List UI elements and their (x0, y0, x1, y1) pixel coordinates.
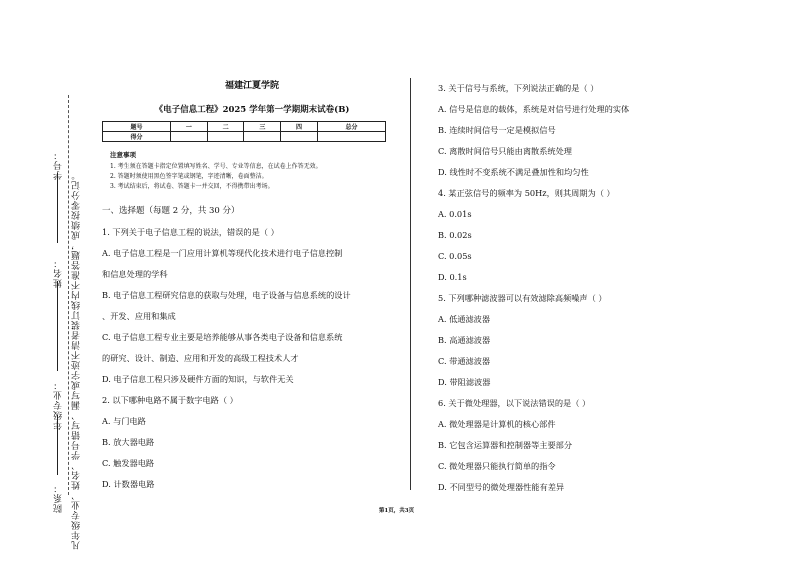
name-blank (57, 281, 58, 371)
option-line: D. 带阻滤波器 (438, 377, 491, 387)
option-line: B. 电子信息工程研究信息的获取与处理，电子设备与信息系统的设计 (102, 290, 351, 300)
question-line: 6. 关于微处理器，以下说法错误的是（ ） (438, 398, 591, 408)
option-line: B. 高通滤波器 (438, 335, 491, 345)
question-line: 2. 以下哪种电路不属于数字电路（ ） (102, 395, 238, 405)
page-footer: 第1页，共3页 (378, 508, 415, 514)
option-line: D. 0.1s (438, 272, 467, 282)
notice-box (110, 150, 402, 192)
option-line: A. 信号是信息的载体，系统是对信号进行处理的实体 (438, 104, 630, 114)
binding-dotted-line (68, 95, 69, 495)
score-cell (244, 132, 281, 142)
option-line: 的研究、设计、制造、应用和开发的高级工程技术人才 (102, 353, 299, 363)
score-cell: 题号 (103, 122, 171, 132)
school-name: 福建江夏学院 (224, 81, 279, 91)
option-line: B. 0.02s (438, 230, 472, 240)
option-line: B. 连续时间信号一定是模拟信号 (438, 125, 556, 135)
score-cell: 四 (281, 122, 318, 132)
question-line: 1. 下列关于电子信息工程的说法，错误的是（ ） (102, 227, 279, 237)
option-line: D. 计数器电路 (102, 479, 155, 489)
question-line: 4. 某正弦信号的频率为 50Hz，则其周期为（ ） (438, 188, 615, 198)
option-line: C. 微处理器只能执行简单的指令 (438, 461, 556, 471)
column-divider (410, 78, 411, 490)
option-line: C. 触发器电路 (102, 458, 155, 468)
binding-warning-1: 装订线内不准答题，成绩按零分记。 (72, 170, 82, 330)
name-label: 姓名： (54, 258, 64, 288)
score-cell: 得分 (103, 132, 171, 142)
class-label: 年级专业： (54, 380, 64, 430)
option-line: C. 0.05s (438, 251, 472, 261)
student-id-blank (57, 173, 58, 243)
option-line: A. 低通滤波器 (438, 314, 491, 324)
option-line: A. 0.01s (438, 209, 472, 219)
left-column (102, 78, 402, 495)
score-cell (171, 132, 208, 142)
student-id-label: 学号： (54, 150, 64, 180)
option-line: C. 带通滤波器 (438, 356, 491, 366)
section-heading: 一、选择题（每题 2 分，共 30 分） (102, 206, 240, 216)
score-cell: 一 (171, 122, 208, 132)
college-label: 院系： (54, 483, 64, 513)
score-cell: 二 (207, 122, 244, 132)
score-cell (281, 132, 318, 142)
option-line: C. 电子信息工程专业主要是培养能够从事各类电子设备和信息系统 (102, 332, 343, 342)
notice-item: 2. 答题时须使用黑色签字笔或钢笔，字迹清晰，卷面整洁。 (110, 173, 268, 180)
option-line: 和信息处理的学科 (102, 269, 168, 279)
option-line: D. 不同型号的微处理器性能有差异 (438, 482, 565, 492)
score-cell (317, 132, 385, 142)
question-line: 5. 下列哪种滤波器可以有效滤除高频噪声（ ） (438, 293, 607, 303)
score-cell: 总分 (317, 122, 385, 132)
notice-title: 注意事项 (110, 151, 136, 159)
score-table-header-row (103, 122, 386, 132)
class-blank (57, 415, 58, 475)
option-line: B. 放大器电路 (102, 437, 155, 447)
option-line: A. 微处理器是计算机的核心部件 (438, 419, 556, 429)
notice-item: 1. 考生须在答题卡指定位置填写姓名、学号、专业等信息，在试卷上作答无效。 (110, 163, 322, 170)
score-cell (207, 132, 244, 142)
right-column (438, 78, 748, 498)
option-line: B. 它包含运算器和控制器等主要部分 (438, 440, 573, 450)
option-line: A. 与门电路 (102, 416, 146, 426)
notice-item: 3. 考试结束后，将试卷、答题卡一并交回，不得携带出考场。 (110, 183, 274, 190)
option-line: D. 电子信息工程只涉及硬件方面的知识，与软件无关 (102, 374, 294, 384)
option-line: C. 离散时间信号只能由离散系统处理 (438, 146, 572, 156)
binding-warning-2: 凡年级专业、姓名、学号错写、漏写或字迹不清者， (72, 320, 82, 550)
score-cell: 三 (244, 122, 281, 132)
option-line: A. 电子信息工程是一门应用计算机等现代化技术进行电子信息控制 (102, 248, 343, 258)
option-line: 、开发、应用和集成 (102, 311, 176, 321)
score-table-score-row (103, 132, 386, 142)
option-line: D. 线性时不变系统不满足叠加性和均匀性 (438, 167, 589, 177)
binding-margin (40, 95, 98, 550)
score-table (102, 121, 386, 142)
exam-title: 《电子信息工程》2025 学年第一学期期末试卷(B) (154, 105, 350, 115)
question-line: 3. 关于信号与系统，下列说法正确的是（ ） (438, 83, 599, 93)
